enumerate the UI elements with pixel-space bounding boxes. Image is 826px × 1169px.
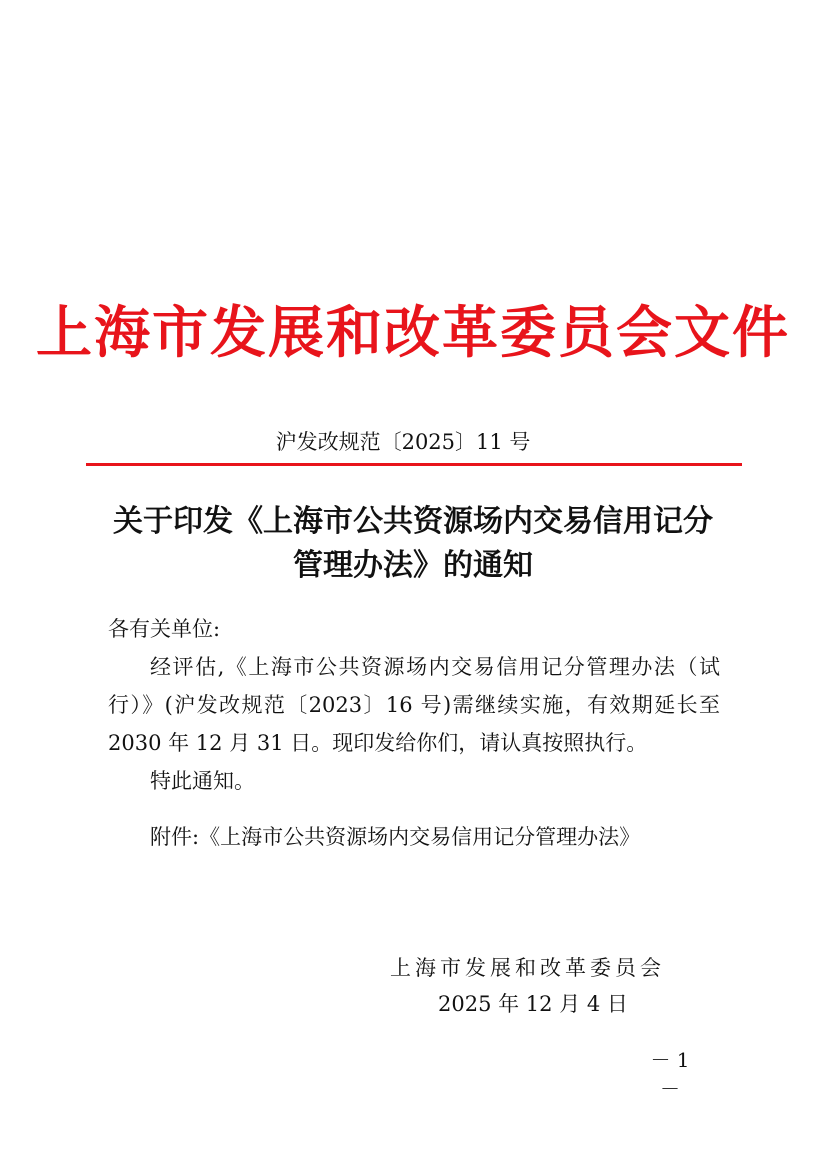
red-divider-line (86, 463, 742, 466)
notice-title (100, 500, 726, 588)
closing-line: 特此通知。 (150, 769, 255, 793)
page-number: － 1 － (650, 1048, 690, 1101)
signature-block (390, 950, 690, 1022)
notice-title-line1: 关于印发《上海市公共资源场内交易信用记分 (113, 504, 713, 539)
notice-title-line2: 管理办法》的通知 (293, 548, 533, 583)
signature-org: 上海市发展和改革委员会 (390, 956, 665, 980)
signature-date: 2025 年 12 月 4 日 (438, 992, 628, 1016)
salutation: 各有关单位: (108, 617, 221, 641)
document-number: 沪发改规范〔2025〕11 号 (275, 430, 531, 454)
attachment-line: 附件:《上海市公共资源场内交易信用记分管理办法》 (150, 825, 641, 849)
notice-body (108, 610, 720, 856)
main-paragraph: 经评估,《上海市公共资源场内交易信用记分管理办法（试行）》(沪发改规范〔2023〕16 号)需继续实施，有效期延长至 2030 年 12 月 31 日。现印发给你们，请认真按照执行。 (108, 655, 720, 755)
document-header-title: 上海市发展和改革委员会文件 (36, 300, 790, 366)
